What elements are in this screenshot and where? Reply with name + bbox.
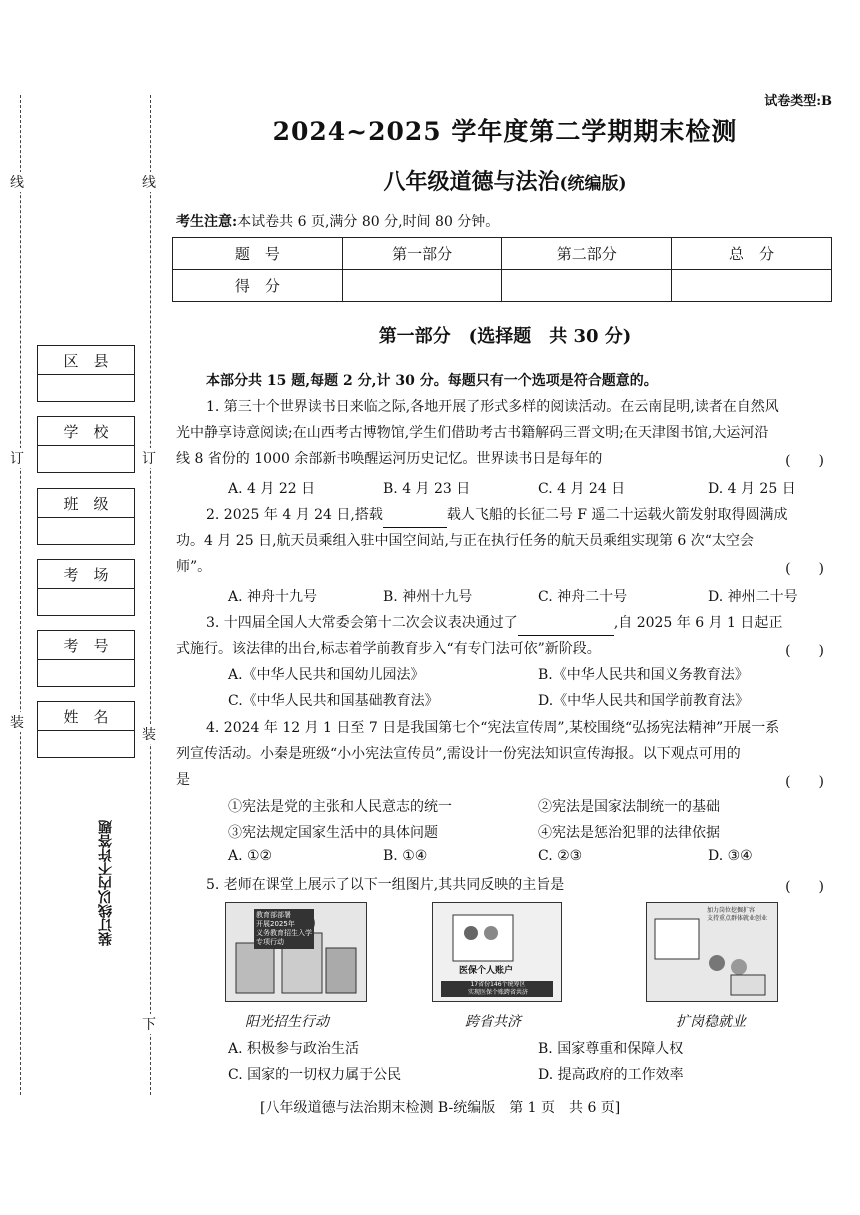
table-row	[173, 270, 832, 302]
field-label: 考 场	[38, 560, 134, 589]
field-label: 考 号	[38, 631, 134, 660]
statement: ④宪法是惩治犯罪的法律依据	[538, 825, 720, 841]
poster-text: 医保个人账户	[459, 966, 514, 976]
field-district[interactable]	[37, 345, 135, 402]
question-1-text: 光中静享诗意阅读;在山西考古博物馆,学生们借助考古书籍解码三晋文明;在天津图书馆,大运河沿	[176, 425, 769, 441]
poster-text: 17省份146个统筹区 实现医保个账跨省共济	[467, 981, 528, 996]
binding-mark: 线	[142, 172, 156, 192]
image-cross-province	[432, 902, 562, 1002]
field-class[interactable]	[37, 488, 135, 545]
statement: ③宪法规定国家生活中的具体问题	[228, 825, 438, 841]
answer-paren[interactable]: ( )	[785, 774, 824, 790]
field-label: 班 级	[38, 489, 134, 518]
question-4-text: 是	[176, 772, 190, 788]
answer-paren[interactable]: ( )	[785, 561, 824, 577]
score-table	[172, 237, 832, 302]
image-sunshine-enrollment	[225, 902, 367, 1002]
notice-text: 本试卷共 6 页,满分 80 分,时间 80 分钟。	[237, 214, 500, 230]
option-d[interactable]: D. 4 月 25 日	[708, 481, 796, 497]
binding-note: 装订线以内不许答题	[98, 820, 114, 946]
section-intro: 本部分共 15 题,每题 2 分,计 30 分。每题只有一个选项是符合题意的。	[206, 373, 658, 389]
section-title: 第一部分 (选择题 共 30 分)	[378, 326, 632, 347]
question-text: 载人飞船的长征二号 F 遥二十运载火箭发射取得圆满成	[446, 507, 788, 523]
notice-label: 考生注意:	[176, 214, 238, 230]
option-b[interactable]: B.《中华人民共和国义务教育法》	[538, 667, 749, 683]
question-5-text: 5. 老师在课堂上展示了以下一组图片,其共同反映的主旨是	[206, 877, 565, 893]
question-1-text: 线 8 省份的 1000 余部新书唤醒运河历史记忆。世界读书日是每年的	[176, 451, 603, 467]
question-3-text	[206, 610, 824, 636]
statement: ①宪法是党的主张和人民意志的统一	[228, 799, 452, 815]
question-4-text: 列宣传活动。小秦是班级“小小宪法宣传员”,需设计一份宪法知识宣传海报。以下观点可用的	[176, 746, 741, 762]
table-header: 总 分	[671, 238, 831, 270]
fill-blank[interactable]	[518, 617, 614, 636]
question-2-text	[206, 502, 824, 528]
option-a[interactable]: A. ①②	[228, 848, 273, 864]
image-caption: 阳光招生行动	[245, 1014, 329, 1030]
subject-title	[180, 165, 830, 196]
field-exam-number[interactable]	[37, 630, 135, 687]
question-text: ,自 2025 年 6 月 1 日起正	[613, 615, 783, 631]
option-a[interactable]: A. 神舟十九号	[228, 589, 318, 605]
option-c[interactable]: C. ②③	[538, 848, 583, 864]
table-header: 第二部分	[502, 238, 671, 270]
table-row	[173, 238, 832, 270]
question-2-text: 功。4 月 25 日,航天员乘组入驻中国空间站,与正在执行任务的航天员乘组实现第 6 次“太空会	[176, 533, 754, 549]
edition-label: (统编版)	[559, 174, 627, 194]
field-school[interactable]	[37, 416, 135, 473]
score-cell[interactable]	[502, 270, 671, 302]
table-header: 得 分	[173, 270, 343, 302]
binding-mark: 装	[142, 724, 156, 744]
image-caption: 跨省共济	[465, 1014, 521, 1030]
question-1-text: 1. 第三十个世界读书日来临之际,各地开展了形式多样的阅读活动。在云南昆明,读者在自然风	[206, 399, 779, 415]
question-4-text: 4. 2024 年 12 月 1 日至 7 日是我国第七个“宪法宣传周”,某校围绕“弘扬宪法精神”开展一系	[206, 720, 780, 736]
option-b[interactable]: B. 神州十九号	[383, 589, 473, 605]
table-header: 第一部分	[342, 238, 502, 270]
poster-text: 教育部部署 开展2025年 义务教育招生入学 专项行动	[254, 909, 314, 949]
option-d[interactable]: D. 提高政府的工作效率	[538, 1067, 684, 1083]
field-exam-room[interactable]	[37, 559, 135, 616]
answer-paren[interactable]: ( )	[785, 643, 824, 659]
binding-mark: 线	[10, 172, 24, 192]
option-c[interactable]: C. 国家的一切权力属于公民	[228, 1067, 402, 1083]
table-header: 题 号	[173, 238, 343, 270]
field-label: 区 县	[38, 346, 134, 375]
option-b[interactable]: B. 4 月 23 日	[383, 481, 471, 497]
question-3-text: 式施行。该法律的出台,标志着学前教育步入“有专门法可依”新阶段。	[176, 641, 601, 657]
question-text: 3. 十四届全国人大常委会第十二次会议表决通过了	[206, 615, 518, 631]
field-name[interactable]	[37, 701, 135, 758]
binding-line-outer	[20, 95, 21, 1095]
option-a[interactable]: A. 积极参与政治生活	[228, 1041, 360, 1057]
paper-type: 试卷类型:B	[764, 94, 832, 109]
question-text: 2. 2025 年 4 月 24 日,搭载	[206, 507, 383, 523]
image-caption: 扩岗稳就业	[676, 1014, 746, 1030]
question-2-text: 师”。	[176, 559, 212, 575]
answer-paren[interactable]: ( )	[785, 453, 824, 469]
fill-blank[interactable]	[383, 509, 447, 528]
answer-paren[interactable]: ( )	[785, 879, 824, 895]
exam-title: 2024~2025 学年度第二学期期末检测	[272, 117, 738, 146]
subject-name: 八年级道德与法治	[383, 169, 560, 195]
option-c[interactable]: C. 4 月 24 日	[538, 481, 626, 497]
poster-text: 加力岗位挖掘扩容 支持重点群体就业创业	[707, 907, 768, 922]
field-label: 学 校	[38, 417, 134, 446]
score-cell[interactable]	[342, 270, 502, 302]
option-d[interactable]: D.《中华人民共和国学前教育法》	[538, 693, 750, 709]
statement: ②宪法是国家法制统一的基础	[538, 799, 720, 815]
option-c[interactable]: C. 神舟二十号	[538, 589, 628, 605]
binding-mark: 订	[10, 448, 24, 468]
image-expand-jobs	[646, 902, 778, 1002]
option-c[interactable]: C.《中华人民共和国基础教育法》	[228, 693, 439, 709]
binding-mark: 下	[142, 1014, 156, 1034]
page-footer: [八年级道德与法治期末检测 B-统编版 第 1 页 共 6 页]	[260, 1100, 621, 1116]
option-b[interactable]: B. 国家尊重和保障人权	[538, 1041, 684, 1057]
binding-mark: 订	[142, 448, 156, 468]
option-a[interactable]: A. 4 月 22 日	[228, 481, 316, 497]
option-b[interactable]: B. ①④	[383, 848, 428, 864]
option-d[interactable]: D. ③④	[708, 848, 753, 864]
binding-line-inner	[150, 95, 151, 1095]
option-d[interactable]: D. 神州二十号	[708, 589, 798, 605]
exam-notice	[176, 211, 499, 231]
binding-mark: 装	[10, 712, 24, 732]
option-a[interactable]: A.《中华人民共和国幼儿园法》	[228, 667, 425, 683]
score-cell[interactable]	[671, 270, 831, 302]
field-label: 姓 名	[38, 702, 134, 731]
